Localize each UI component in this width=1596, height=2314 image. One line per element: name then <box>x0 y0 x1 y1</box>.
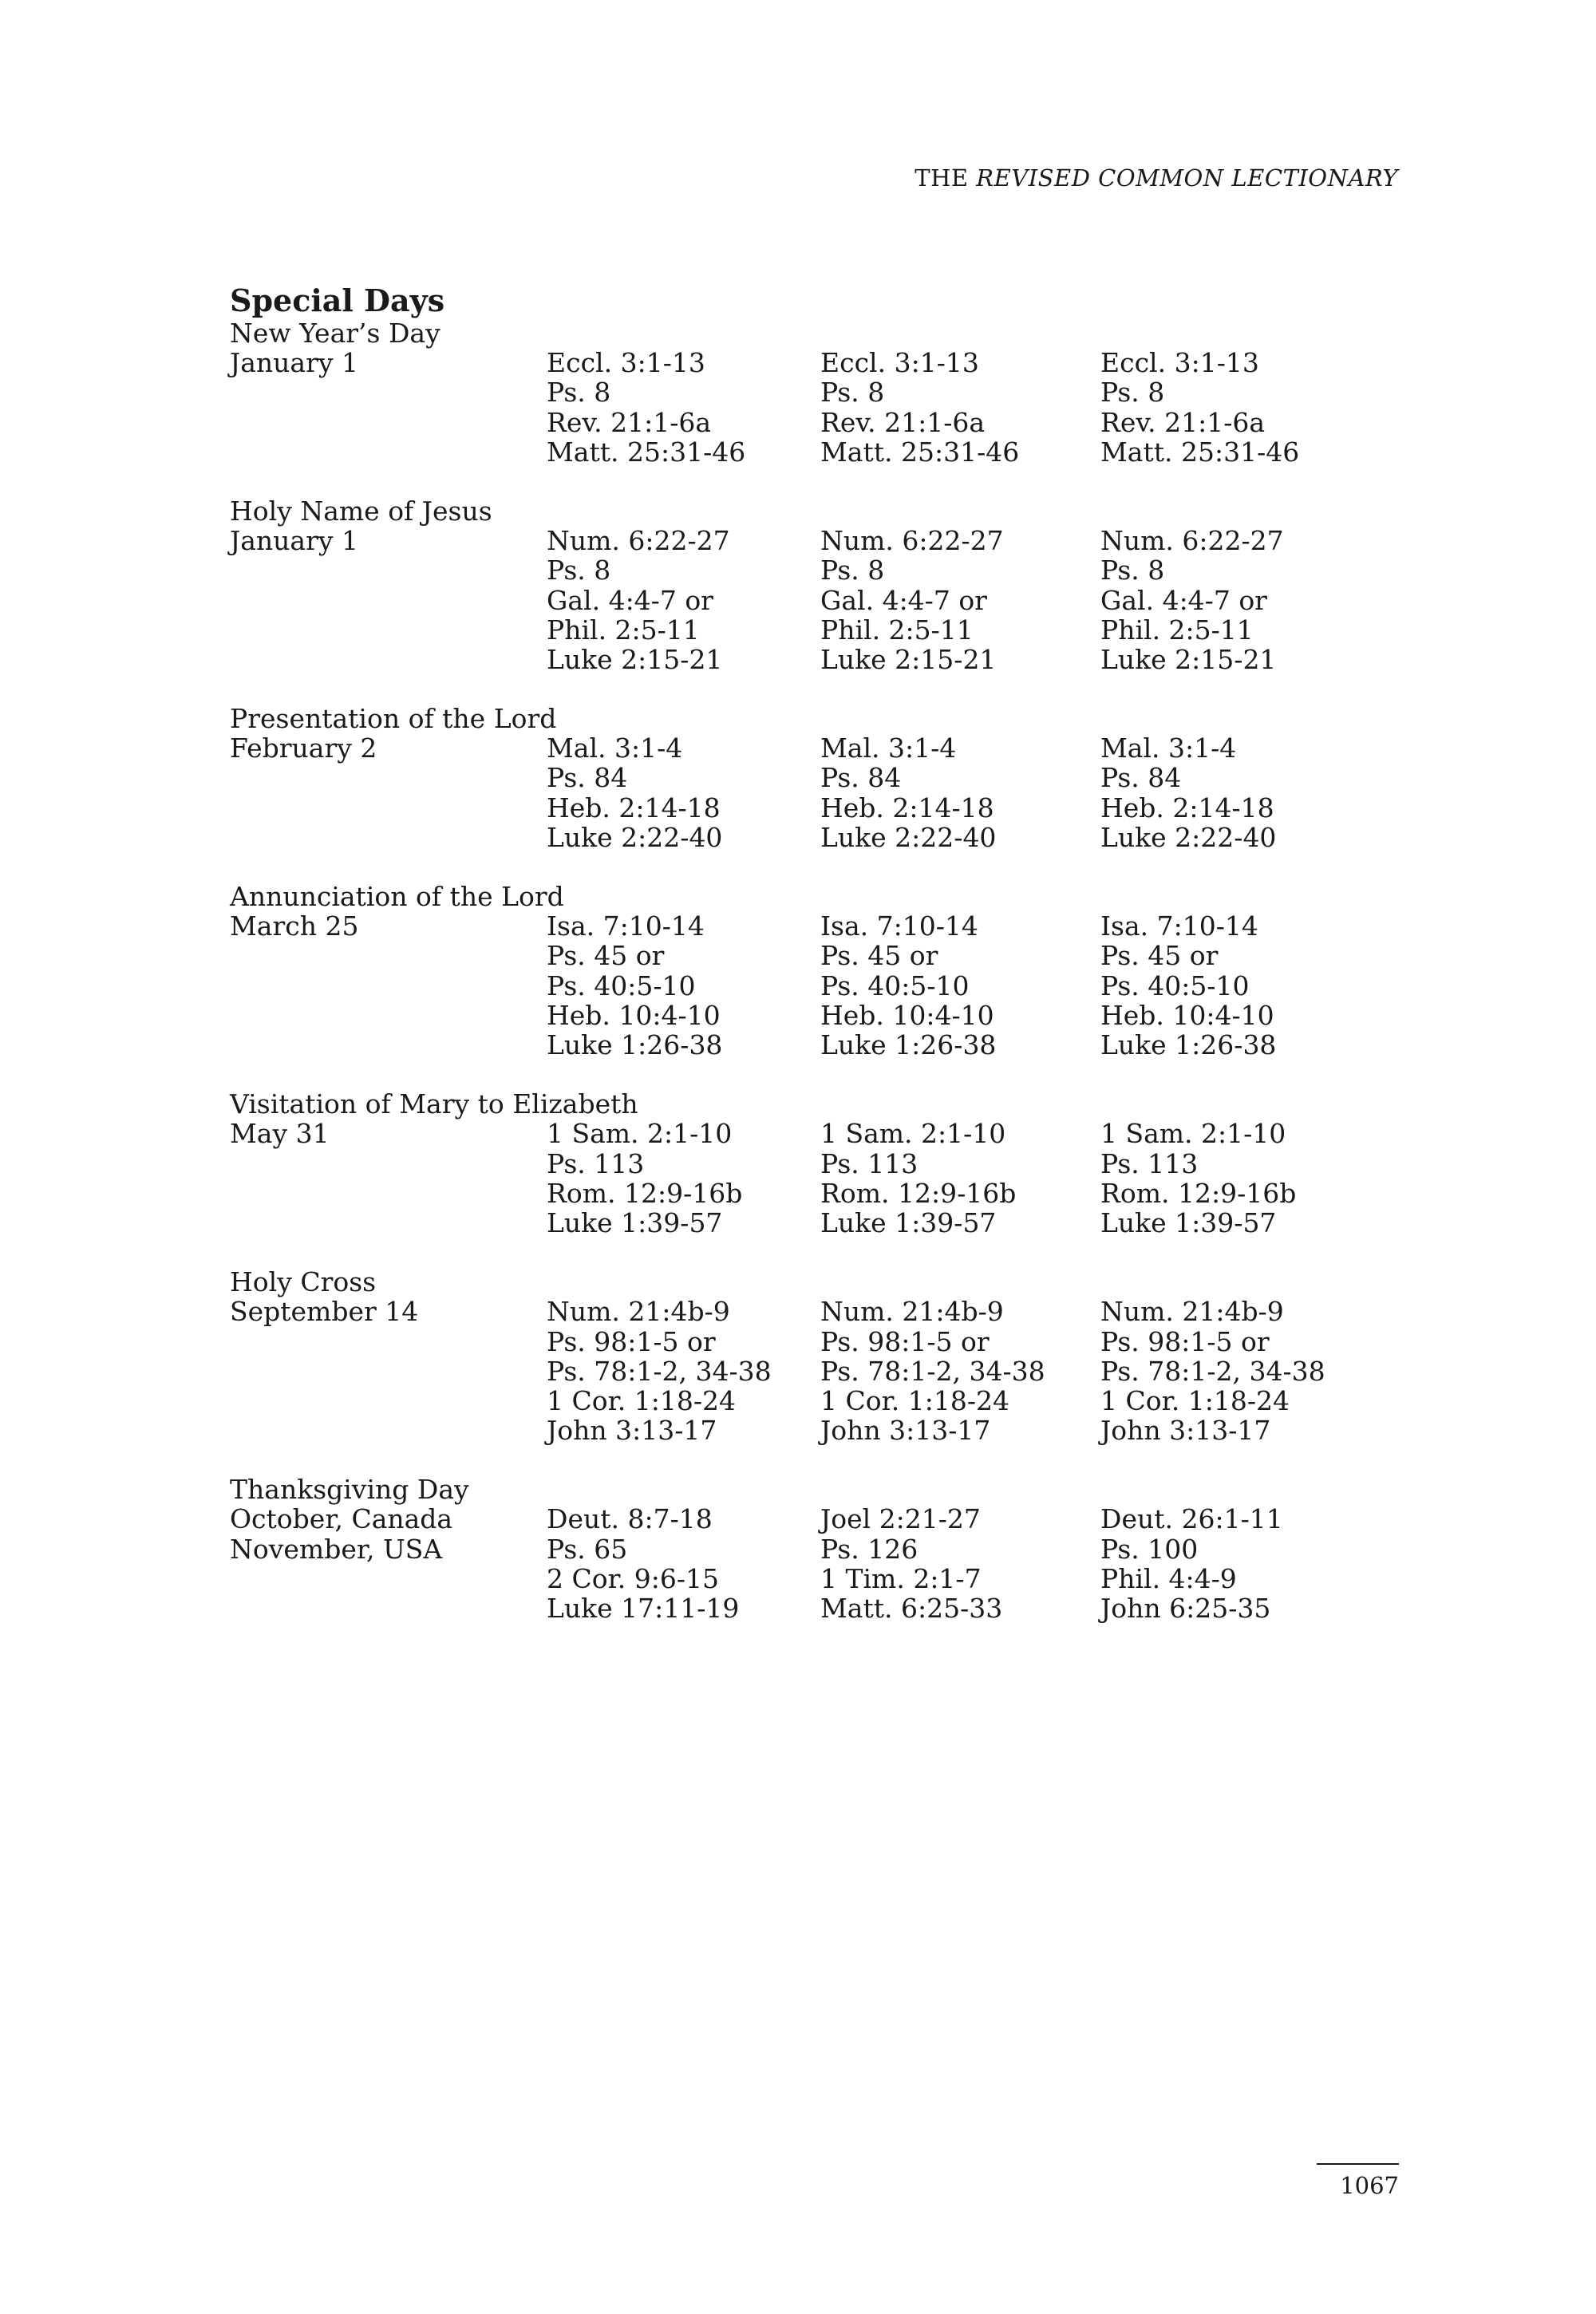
reading-row <box>230 911 1398 1060</box>
running-head-prefix: THE <box>915 164 977 192</box>
page-number-rule <box>1317 2163 1399 2165</box>
reading-year-c: Ps. 45 or <box>1100 940 1219 972</box>
reading-year-b: Gal. 4:4-7 or <box>820 584 987 616</box>
feast-name: Thanksgiving Day <box>230 1474 469 1506</box>
reading-year-a: Phil. 2:5-11 <box>547 614 700 646</box>
feast-date: January 1 <box>230 347 358 379</box>
reading-year-c: Ps. 40:5-10 <box>1100 969 1250 1001</box>
reading-year-b: 1 Sam. 2:1-10 <box>820 1118 1006 1150</box>
feast-date: February 2 <box>230 733 377 764</box>
reading-year-c: Matt. 25:31-46 <box>1100 436 1300 468</box>
reading-year-b: Rev. 21:1-6a <box>820 406 986 438</box>
feast-date: May 31 <box>230 1118 330 1150</box>
reading-year-b-column <box>820 733 1100 852</box>
running-head-title: REVISED COMMON LECTIONARY <box>976 164 1398 192</box>
reading-year-a: Ps. 45 or <box>547 940 665 972</box>
reading-year-b: Isa. 7:10-14 <box>820 910 978 942</box>
reading-year-a-column <box>547 1297 820 1445</box>
feast-date: November, USA <box>230 1533 443 1565</box>
reading-year-b: Rom. 12:9-16b <box>820 1177 1017 1209</box>
reading-year-a: Ps. 84 <box>547 762 628 794</box>
reading-year-b: Heb. 10:4-10 <box>820 999 994 1031</box>
reading-year-a: Gal. 4:4-7 or <box>547 584 713 616</box>
reading-year-b-column <box>820 1119 1100 1238</box>
reading-year-b: Num. 6:22-27 <box>820 525 1004 557</box>
reading-year-a: John 3:13-17 <box>547 1415 717 1447</box>
reading-year-a: Luke 1:26-38 <box>547 1029 723 1060</box>
reading-year-c-column <box>1100 526 1380 674</box>
reading-year-b: Ps. 8 <box>820 555 885 586</box>
reading-row <box>230 348 1398 467</box>
reading-year-c: Phil. 4:4-9 <box>1100 1562 1237 1594</box>
reading-year-c: Heb. 2:14-18 <box>1100 792 1274 823</box>
reading-year-a: Luke 2:22-40 <box>547 821 723 853</box>
reading-year-c: Gal. 4:4-7 or <box>1100 584 1267 616</box>
reading-year-a-column <box>547 911 820 1060</box>
reading-year-b-column <box>820 526 1100 674</box>
reading-year-b: Ps. 126 <box>820 1533 918 1565</box>
reading-year-a: Eccl. 3:1-13 <box>547 347 705 379</box>
reading-row <box>230 526 1398 674</box>
reading-year-c-column <box>1100 1297 1380 1445</box>
reading-year-a: Ps. 98:1-5 or <box>547 1325 716 1357</box>
reading-year-c: Ps. 100 <box>1100 1533 1199 1565</box>
reading-year-c: Ps. 8 <box>1100 377 1165 409</box>
reading-year-a-column <box>547 1119 820 1238</box>
reading-year-c: Ps. 113 <box>1100 1147 1199 1179</box>
reading-year-a: Ps. 78:1-2, 34-38 <box>547 1355 772 1387</box>
reading-year-b: Luke 2:15-21 <box>820 643 997 675</box>
reading-year-b: Ps. 8 <box>820 377 885 409</box>
reading-row <box>230 1119 1398 1238</box>
reading-year-c: Ps. 8 <box>1100 555 1165 586</box>
reading-year-a: Ps. 113 <box>547 1147 645 1179</box>
reading-year-a: Luke 17:11-19 <box>547 1593 740 1625</box>
reading-year-c: Isa. 7:10-14 <box>1100 910 1258 942</box>
feast-date-column <box>230 526 547 674</box>
reading-year-c: Num. 21:4b-9 <box>1100 1296 1284 1328</box>
reading-year-b: 1 Cor. 1:18-24 <box>820 1384 1009 1416</box>
reading-year-a: Isa. 7:10-14 <box>547 910 705 942</box>
reading-year-c-column <box>1100 733 1380 852</box>
reading-year-c: John 3:13-17 <box>1100 1415 1271 1447</box>
reading-year-b-column <box>820 348 1100 467</box>
feast-date-column <box>230 1504 547 1623</box>
reading-year-c: Heb. 10:4-10 <box>1100 999 1274 1031</box>
reading-year-c: Ps. 84 <box>1100 762 1182 794</box>
reading-year-a: 1 Cor. 1:18-24 <box>547 1384 736 1416</box>
reading-year-a: Matt. 25:31-46 <box>547 436 746 468</box>
reading-year-a: Ps. 8 <box>547 377 611 409</box>
feast-date-column <box>230 911 547 1060</box>
reading-year-b: Joel 2:21-27 <box>820 1503 981 1535</box>
reading-year-c: Rom. 12:9-16b <box>1100 1177 1297 1209</box>
reading-year-b: Eccl. 3:1-13 <box>820 347 979 379</box>
feast-date: March 25 <box>230 910 359 942</box>
reading-year-a: Mal. 3:1-4 <box>547 733 683 764</box>
reading-year-a-column <box>547 348 820 467</box>
feast-block <box>230 318 1398 467</box>
feast-block <box>230 1267 1398 1445</box>
feast-name: Holy Name of Jesus <box>230 495 492 527</box>
reading-year-b: Luke 2:22-40 <box>820 821 997 853</box>
reading-year-c-column <box>1100 1119 1380 1238</box>
reading-year-b: Ps. 40:5-10 <box>820 969 970 1001</box>
reading-year-a: Luke 2:15-21 <box>547 643 723 675</box>
reading-year-b: Matt. 25:31-46 <box>820 436 1020 468</box>
feast-list <box>230 318 1398 1623</box>
reading-year-a: Rev. 21:1-6a <box>547 406 712 438</box>
feast-block <box>230 882 1398 1060</box>
reading-year-c: Luke 1:39-57 <box>1100 1206 1277 1238</box>
reading-year-a: Luke 1:39-57 <box>547 1206 723 1238</box>
reading-year-c: Ps. 78:1-2, 34-38 <box>1100 1355 1325 1387</box>
feast-name: Presentation of the Lord <box>230 703 557 735</box>
reading-year-b: Phil. 2:5-11 <box>820 614 974 646</box>
page-number: 1067 <box>1340 2172 1399 2199</box>
reading-year-c: Luke 2:22-40 <box>1100 821 1277 853</box>
reading-row <box>230 1297 1398 1445</box>
reading-year-b: Num. 21:4b-9 <box>820 1296 1004 1328</box>
reading-year-a: 2 Cor. 9:6-15 <box>547 1562 719 1594</box>
reading-year-a: Heb. 10:4-10 <box>547 999 721 1031</box>
reading-year-c: John 6:25-35 <box>1100 1593 1271 1625</box>
reading-year-c: Eccl. 3:1-13 <box>1100 347 1259 379</box>
reading-year-b-column <box>820 1297 1100 1445</box>
reading-year-b: Heb. 2:14-18 <box>820 792 994 823</box>
reading-year-b: Ps. 113 <box>820 1147 918 1179</box>
feast-block <box>230 1089 1398 1238</box>
reading-year-b-column <box>820 1504 1100 1623</box>
reading-year-b: Ps. 45 or <box>820 940 938 972</box>
reading-year-c: Mal. 3:1-4 <box>1100 733 1237 764</box>
lectionary-content <box>230 283 1398 1653</box>
reading-year-c: Ps. 98:1-5 or <box>1100 1325 1270 1357</box>
reading-year-b: Ps. 84 <box>820 762 902 794</box>
reading-year-a-column <box>547 526 820 674</box>
reading-year-a: Rom. 12:9-16b <box>547 1177 743 1209</box>
feast-name: Annunciation of the Lord <box>230 881 564 913</box>
reading-year-c: Luke 1:26-38 <box>1100 1029 1277 1060</box>
reading-year-b-column <box>820 911 1100 1060</box>
feast-date: October, Canada <box>230 1503 453 1535</box>
reading-year-a: Deut. 8:7-18 <box>547 1503 713 1535</box>
reading-year-b: 1 Tim. 2:1-7 <box>820 1562 982 1594</box>
section-title: Special Days <box>230 282 445 318</box>
feast-block <box>230 496 1398 674</box>
reading-year-c-column <box>1100 911 1380 1060</box>
reading-year-c: Rev. 21:1-6a <box>1100 406 1266 438</box>
reading-year-c: Num. 6:22-27 <box>1100 525 1284 557</box>
reading-row <box>230 1504 1398 1623</box>
feast-date-column <box>230 733 547 852</box>
feast-date: January 1 <box>230 525 358 557</box>
reading-year-c-column <box>1100 348 1380 467</box>
feast-date-column <box>230 1297 547 1445</box>
feast-name: Holy Cross <box>230 1266 377 1298</box>
reading-year-c-column <box>1100 1504 1380 1623</box>
reading-year-a: Num. 21:4b-9 <box>547 1296 730 1328</box>
reading-year-a-column <box>547 1504 820 1623</box>
reading-year-c: 1 Sam. 2:1-10 <box>1100 1118 1286 1150</box>
reading-row <box>230 733 1398 852</box>
reading-year-c: Luke 2:15-21 <box>1100 643 1277 675</box>
reading-year-b: Luke 1:39-57 <box>820 1206 997 1238</box>
reading-year-b: Mal. 3:1-4 <box>820 733 957 764</box>
feast-date-column <box>230 348 547 467</box>
reading-year-a: Ps. 40:5-10 <box>547 969 696 1001</box>
reading-year-b: Luke 1:26-38 <box>820 1029 997 1060</box>
reading-year-c: Phil. 2:5-11 <box>1100 614 1254 646</box>
reading-year-a: Ps. 65 <box>547 1533 628 1565</box>
reading-year-b: Ps. 78:1-2, 34-38 <box>820 1355 1045 1387</box>
running-head <box>915 164 1398 192</box>
reading-year-a-column <box>547 733 820 852</box>
feast-name: New Year’s Day <box>230 318 440 349</box>
reading-year-a: Heb. 2:14-18 <box>547 792 721 823</box>
feast-block <box>230 704 1398 852</box>
reading-year-c: Deut. 26:1-11 <box>1100 1503 1283 1535</box>
reading-year-a: Ps. 8 <box>547 555 611 586</box>
reading-year-a: 1 Sam. 2:1-10 <box>547 1118 733 1150</box>
feast-date-column <box>230 1119 547 1238</box>
reading-year-a: Num. 6:22-27 <box>547 525 730 557</box>
feast-date: September 14 <box>230 1296 419 1328</box>
reading-year-b: John 3:13-17 <box>820 1415 991 1447</box>
reading-year-b: Matt. 6:25-33 <box>820 1593 1003 1625</box>
feast-block <box>230 1475 1398 1623</box>
feast-name: Visitation of Mary to Elizabeth <box>230 1088 638 1120</box>
reading-year-c: 1 Cor. 1:18-24 <box>1100 1384 1290 1416</box>
reading-year-b: Ps. 98:1-5 or <box>820 1325 990 1357</box>
